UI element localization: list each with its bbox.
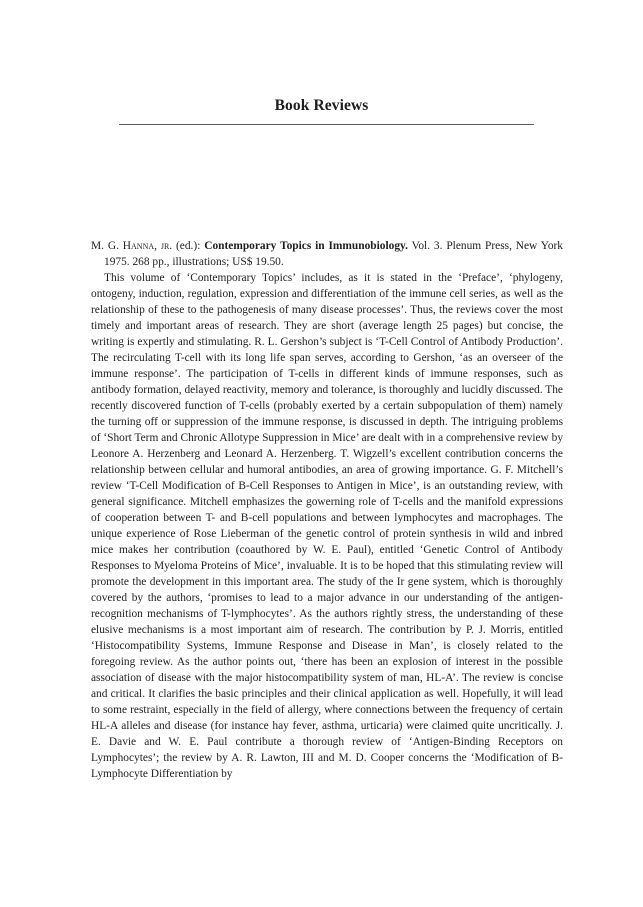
citation-editor-note: (ed.):: [172, 240, 205, 252]
title-divider: [119, 124, 534, 125]
citation-title: Contemporary Topics in Immunobiology.: [204, 240, 408, 252]
section-title: Book Reviews: [274, 97, 369, 114]
review-body: This volume of ‘Contemporary Topics’ includes, as it is stated in the ‘Preface’, ‘phylogeny, ontogeny, induction, regulation, expression and differentiation of the immune cell series, as well as the relationship of these to the pathogenesis of many disease processes’. Thus, the reviews cover the most timely and important areas of research. They are short (average length 25 pages) but concise, the writing is expertly and stimulating. R. L. Gershon’s subject is ‘T-Cell Control of Antibody Production’. The recirculating T-cell with its long life span serves, according to Gershon, ‘as an overseer of the immune response’. The participation of T-cells in different kinds of immune responses, such as antibody formation, delayed reactivity, memory and tolerance, is thoroughly and lucidly discussed. The recently discovered function of T-cells (probably exerted by a certain subpopulation of them) namely the turning off or suppression of the immune response, is discussed in depth. The intriguing problems of ‘Short Term and Chronic Allotype Suppression in Mice’ are dealt with in a comprehensive review by Leonore A. Herzenberg and Leonard A. Herzenberg. T. Wigzell’s excellent contribution concerns the relationship between cellular and humoral antibodies, an area of growing importance. G. F. Mitchell’s review ‘T-Cell Modification of B-Cell Responses to Antigen in Mice’, is an outstanding review, with general significance. Mitchell emphasizes the gowerning role of T-cells and the manifold expressions of cooperation between T- and B-cell populations and between lymphocytes and macrophages. The unique experience of Rose Lieberman of the genetic control of protein synthesis in wild and inbred mice makes her contribution (coauthored by W. E. Paul), entitled ‘Genetic Control of Antibody Responses to Myeloma Proteins of Mice’, invaluable. It is to be hoped that this stimulating review will promote the development in this important area. The study of the Ir gene system, which is thoroughly covered by the authors, ‘promises to lead to a major advance in our understanding of the antigen-recognition mechanisms of T-lymphocytes’. As the authors rightly stress, the understanding of these elusive mechanisms is a most important aim of research. The contribution by P. J. Morris, entitled ‘Histocompatibility Systems, Immune Response and Disease in Man’, is closely related to the foregoing review. As the author points out, ‘there has been an explosion of interest in the possible association of disease with the major histocompatibility system of man, HL-A’. The review is concise and critical. It clarifies the basic principles and their clinical application as well. Hopefully, it will lead to some restraint, especially in the field of allergy, where connections between the frequency of certain HL-A alleles and disease (for instance hay fever, asthma, urticaria) were claimed quite uncritically. J. E. Davie and W. E. Paul contribute a thorough review of ‘Antigen-Binding Receptors on Lymphocytes’; the review by A. R. Lawton, III and M. D. Cooper concerns the ‘Modification of B-Lymphocyte Differentiation by: [91, 272, 564, 780]
citation-details: Vol. 3. Plenum Press, New York 1975. 268 pp., illustrations; US$ 19.50.: [104, 240, 564, 268]
book-review: [91, 238, 563, 782]
review-citation: [91, 238, 563, 270]
citation-authors: M. G. Hanna, jr.: [91, 240, 173, 252]
